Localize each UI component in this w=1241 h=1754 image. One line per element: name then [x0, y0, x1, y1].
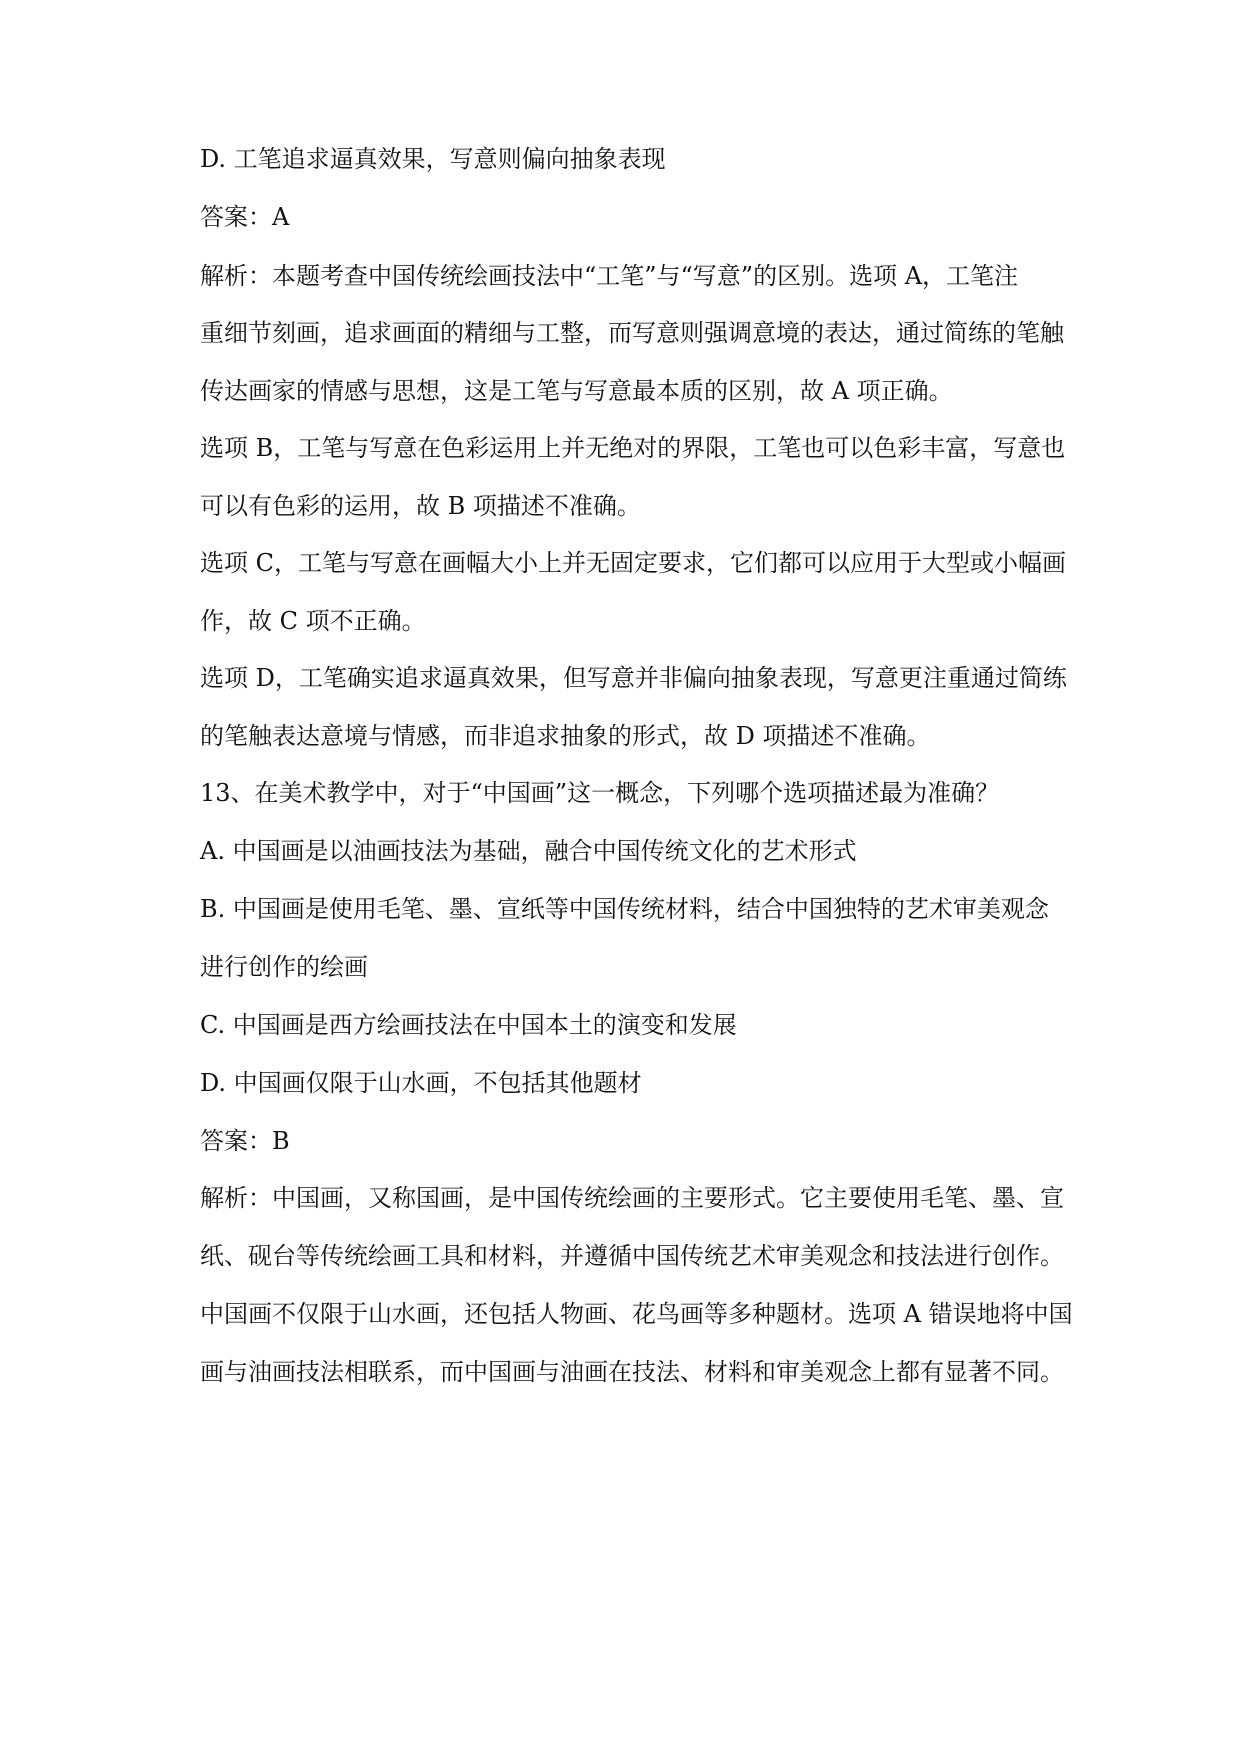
answer-q12: 答案：A: [200, 203, 290, 231]
option-d-q13: D. 中国画仅限于山水画，不包括其他题材: [200, 1069, 642, 1097]
analysis-q12-line-8: 选项 D，工笔确实追求逼真效果，但写意并非偏向抽象表现，写意更注重通过简练: [200, 664, 1067, 692]
analysis-q12-line-5: 可以有色彩的运用，故 B 项描述不准确。: [200, 492, 641, 520]
analysis-q12-line-2: 重细节刻画，追求画面的精细与工整，而写意则强调意境的表达，通过简练的笔触: [200, 319, 1064, 347]
option-b-q13-line-1: B. 中国画是使用毛笔、墨、宣纸等中国传统材料，结合中国独特的艺术审美观念: [200, 895, 1049, 923]
analysis-q12-line-1: 解析：本题考查中国传统绘画技法中“工笔”与“写意”的区别。选项 A，工笔注: [200, 262, 1019, 290]
analysis-q12-line-9: 的笔触表达意境与情感，而非追求抽象的形式，故 D 项描述不准确。: [200, 722, 931, 750]
analysis-q13-line-4: 画与油画技法相联系，而中国画与油画在技法、材料和审美观念上都有显著不同。: [200, 1358, 1064, 1386]
analysis-q12-line-4: 选项 B，工笔与写意在色彩运用上并无绝对的界限，工笔也可以色彩丰富，写意也: [200, 434, 1066, 462]
analysis-q12-line-6: 选项 C，工笔与写意在画幅大小上并无固定要求，它们都可以应用于大型或小幅画: [200, 549, 1066, 577]
question-13: 13、在美术教学中，对于“中国画”这一概念，下列哪个选项描述最为准确？: [200, 779, 1000, 807]
analysis-q13-line-3: 中国画不仅限于山水画，还包括人物画、花鸟画等多种题材。选项 A 错误地将中国: [200, 1300, 1073, 1328]
option-a-q13: A. 中国画是以油画技法为基础，融合中国传统文化的艺术形式: [200, 837, 857, 865]
analysis-q12-line-7: 作，故 C 项不正确。: [200, 607, 426, 635]
option-b-q13-line-2: 进行创作的绘画: [200, 953, 368, 981]
option-c-q13: C. 中国画是西方绘画技法在中国本土的演变和发展: [200, 1011, 737, 1039]
analysis-q13-line-1: 解析：中国画，又称国画，是中国传统绘画的主要形式。它主要使用毛笔、墨、宣: [200, 1184, 1064, 1212]
analysis-q12-line-3: 传达画家的情感与思想，这是工笔与写意最本质的区别，故 A 项正确。: [200, 377, 953, 405]
answer-q13: 答案：B: [200, 1127, 290, 1155]
option-d-q12: D. 工笔追求逼真效果，写意则偏向抽象表现: [200, 145, 666, 173]
analysis-q13-line-2: 纸、砚台等传统绘画工具和材料，并遵循中国传统艺术审美观念和技法进行创作。: [200, 1242, 1064, 1270]
